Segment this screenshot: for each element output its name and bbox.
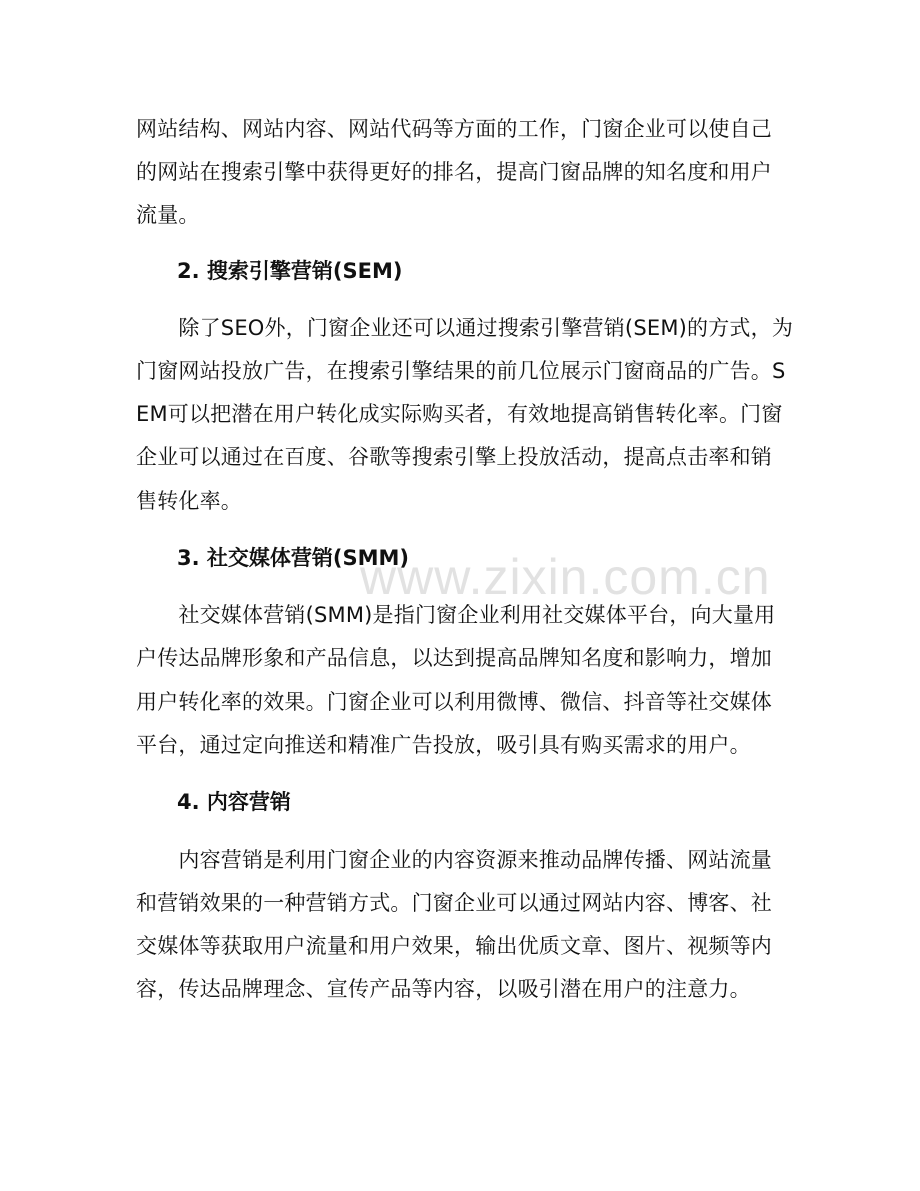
smm-line-2: 户传达品牌形象和产品信息，以达到提高品牌知名度和影响力，增加	[136, 646, 772, 670]
smm-line-4: 平台，通过定向推送和精准广告投放，吸引具有购买需求的用户。	[136, 733, 751, 757]
section-heading-smm: 3. 社交媒体营销(SMM)	[177, 546, 410, 570]
content-line-1: 内容营销是利用门窗企业的内容资源来推动品牌传播、网站流量	[136, 848, 772, 872]
sem-line-1: 除了SEO外，门窗企业还可以通过搜索引擎营销(SEM)的方式，为	[136, 316, 794, 340]
section-heading-content-marketing: 4. 内容营销	[177, 790, 291, 814]
content-line-4: 容，传达品牌理念、宣传产品等内容，以吸引潜在用户的注意力。	[136, 977, 751, 1001]
section-heading-sem: 2. 搜索引擎营销(SEM)	[177, 259, 403, 283]
intro-line-1: 网站结构、网站内容、网站代码等方面的工作，门窗企业可以使自己	[136, 117, 772, 141]
smm-line-1: 社交媒体营销(SMM)是指门窗企业利用社交媒体平台，向大量用	[136, 603, 776, 627]
content-line-3: 交媒体等获取用户流量和用户效果，输出优质文章、图片、视频等内	[136, 934, 772, 958]
sem-line-2: 门窗网站投放广告，在搜索引擎结果的前几位展示门窗商品的广告。S	[136, 359, 786, 383]
intro-line-2: 的网站在搜索引擎中获得更好的排名，提高门窗品牌的知名度和用户	[136, 160, 772, 184]
intro-line-3: 流量。	[136, 203, 200, 227]
watermark: www.zixin.com.cn	[360, 549, 771, 605]
sem-line-3: EM可以把潜在用户转化成实际购买者，有效地提高销售转化率。门窗	[136, 402, 783, 426]
sem-line-4: 企业可以通过在百度、谷歌等搜索引擎上投放活动，提高点击率和销	[136, 445, 772, 469]
content-line-2: 和营销效果的一种营销方式。门窗企业可以通过网站内容、博客、社	[136, 891, 772, 915]
sem-line-5: 售转化率。	[136, 489, 242, 513]
smm-line-3: 用户转化率的效果。门窗企业可以利用微博、微信、抖音等社交媒体	[136, 690, 772, 714]
